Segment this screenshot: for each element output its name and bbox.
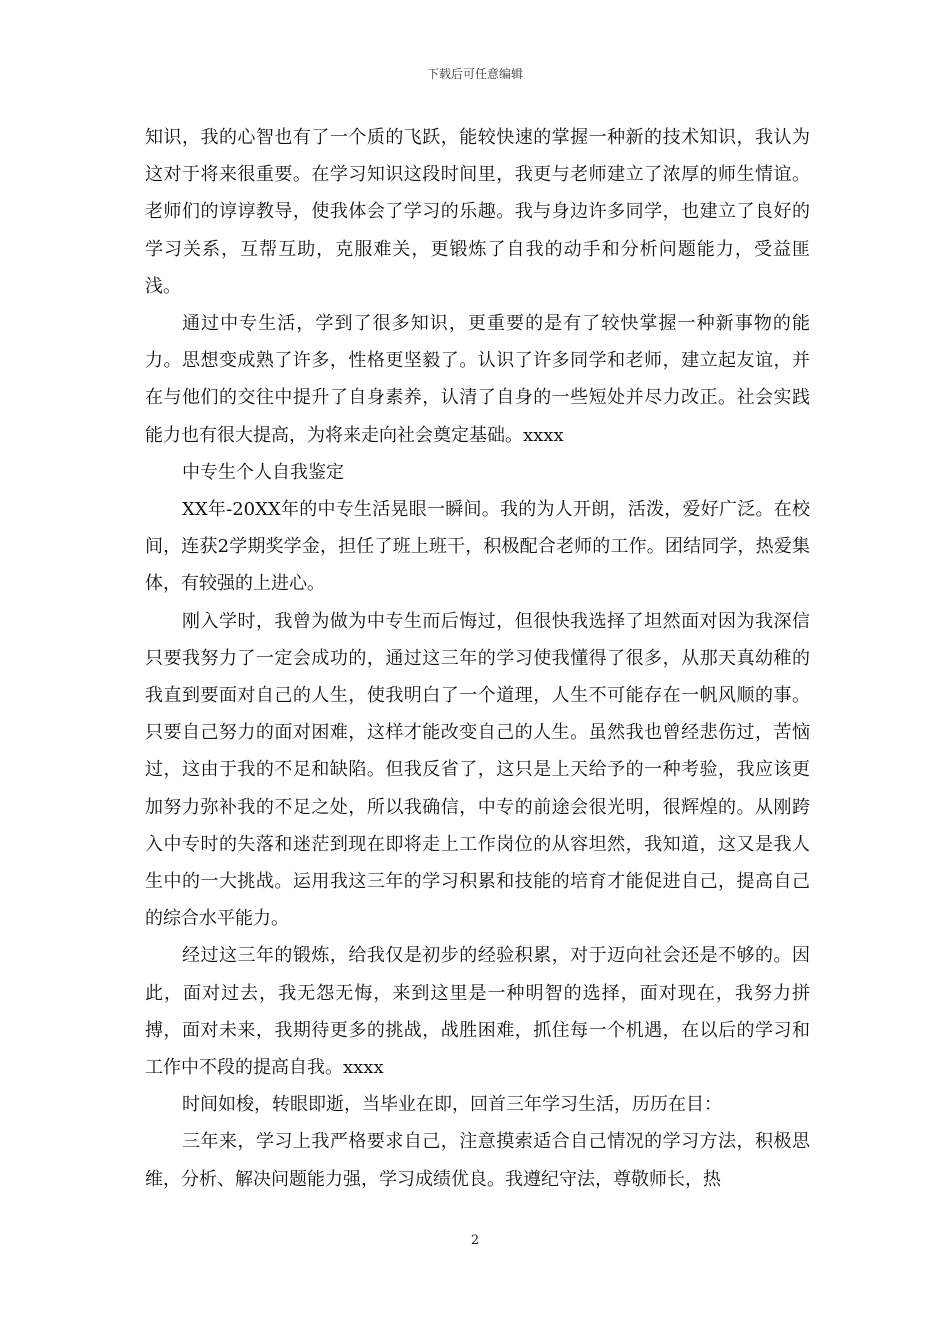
- paragraph: 通过中专生活，学到了很多知识，更重要的是有了较快掌握一种新事物的能力。思想变成熟了许多，性格更坚毅了。认识了许多同学和老师，建立起友谊，并在与他们的交往中提升了自身素养，认清了自身的一些短处并尽力改正。社会实践能力也有很大提高，为将来走向社会奠定基础。xxxx: [145, 313, 810, 446]
- section-heading: 中专生个人自我鉴定: [182, 461, 344, 483]
- paragraph: 时间如梭，转眼即逝，当毕业在即，回首三年学习生活，历历在目：: [182, 1094, 722, 1116]
- paragraph: 三年来，学习上我严格要求自己，注意摸索适合自己情况的学习方法，积极思维，分析、解决问题能力强，学习成绩优良。我遵纪守法，尊敬师长，热: [145, 1131, 810, 1190]
- page-header: 下载后可任意编辑: [426, 67, 523, 81]
- page-number: 2: [470, 1233, 480, 1248]
- paragraph: 经过这三年的锻炼，给我仅是初步的经验积累，对于迈向社会还是不够的。因此，面对过去，我无怨无悔，来到这里是一种明智的选择，面对现在，我努力拼搏，面对未来，我期待更多的挑战，战胜困难，抓住每一个机遇，在以后的学习和工作中不段的提高自我。xxxx: [145, 945, 810, 1079]
- paragraph: XX年-20XX年的中专生活晃眼一瞬间。我的为人开朗，活泼，爱好广泛。在校间，连获2学期奖学金，担任了班上班干，积极配合老师的工作。团结同学，热爱集体，有较强的上进心。: [145, 499, 810, 595]
- paragraph: 知识，我的心智也有了一个质的飞跃，能较快速的掌握一种新的技术知识，我认为这对于将来很重要。在学习知识这段时间里，我更与老师建立了浓厚的师生情谊。老师们的谆谆教导，使我体会了学习的乐趣。我与身边许多同学，也建立了良好的学习关系，互帮互助，克服难关，更锻炼了自我的动手和分析问题能力，受益匪浅。: [145, 127, 810, 297]
- document-body: [145, 119, 810, 1198]
- paragraph: 刚入学时，我曾为做为中专生而后悔过，但很快我选择了坦然面对因为我深信只要我努力了一定会成功的，通过这三年的学习使我懂得了很多，从那天真幼稚的我直到要面对自己的人生，使我明白了一个道理，人生不可能存在一帆风顺的事。只要自己努力的面对困难，这样才能改变自己的人生。虽然我也曾经悲伤过，苦恼过，这由于我的不足和缺陷。但我反省了，这只是上天给予的一种考验，我应该更加努力弥补我的不足之处，所以我确信，中专的前途会很光明，很辉煌的。从刚跨入中专时的失落和迷茫到现在即将走上工作岗位的从容坦然，我知道，这又是我人生中的一大挑战。运用我这三年的学习积累和技能的培育才能促进自己，提高自己的综合水平能力。: [145, 610, 810, 930]
